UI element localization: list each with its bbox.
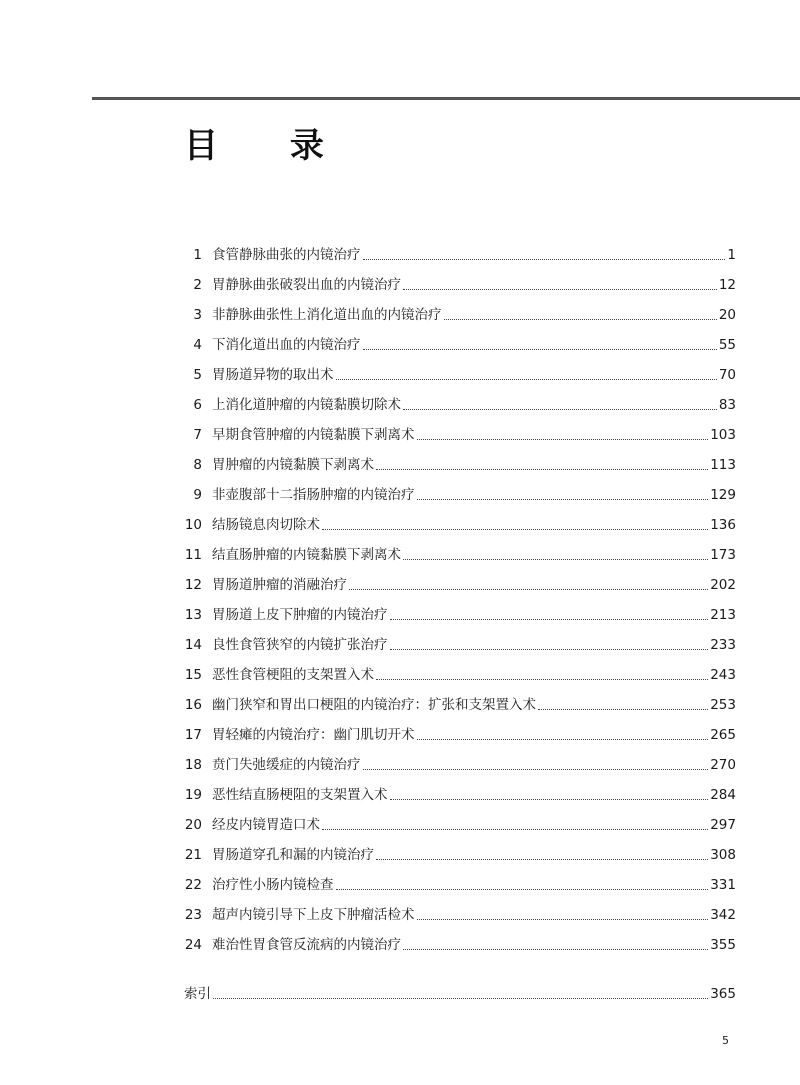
entry-number: 13 [184,607,202,623]
entry-page: 265 [710,727,736,743]
entry-title: 胃肠道上皮下肿瘤的内镜治疗 [212,607,388,623]
entry-title: 治疗性小肠内镜检查 [212,877,334,893]
entry-page: 331 [710,877,736,893]
entry-number: 20 [184,817,202,833]
leader-dots [403,949,708,950]
entry-number: 18 [184,757,202,773]
entry-title: 胃轻瘫的内镜治疗：幽门肌切开术 [212,727,415,743]
toc-entry[interactable] [180,570,736,600]
entry-title: 上消化道肿瘤的内镜黏膜切除术 [212,397,401,413]
entry-page: 173 [710,547,736,563]
leader-dots [417,439,709,440]
entry-page: 253 [710,697,736,713]
toc-entry[interactable] [180,660,736,690]
entry-title: 难治性胃食管反流病的内镜治疗 [212,937,401,953]
leader-dots [363,349,717,350]
entry-number: 14 [184,637,202,653]
leader-dots [417,919,709,920]
entry-title: 胃肠道肿瘤的消融治疗 [212,577,347,593]
toc-entry[interactable] [180,720,736,750]
entry-page: 83 [718,397,736,413]
entry-page: 12 [718,277,736,293]
entry-number: 15 [184,667,202,683]
leader-dots [403,559,708,560]
leader-dots [390,619,709,620]
entry-title: 非壶腹部十二指肠肿瘤的内镜治疗 [212,487,415,503]
entry-title: 恶性结直肠梗阻的支架置入术 [212,787,388,803]
leader-dots [322,529,708,530]
leader-dots [336,889,709,890]
toc-entry[interactable] [180,900,736,930]
entry-title: 下消化道出血的内镜治疗 [212,337,361,353]
entry-page: 284 [710,787,736,803]
toc-entry[interactable] [180,270,736,300]
leader-dots [322,829,708,830]
leader-dots [376,469,708,470]
entry-number: 3 [193,307,202,323]
table-of-contents [180,240,736,960]
entry-page: 270 [710,757,736,773]
entry-title: 非静脉曲张性上消化道出血的内镜治疗 [212,307,442,323]
entry-number: 12 [184,577,202,593]
entry-page: 202 [710,577,736,593]
entry-page: 70 [718,367,736,383]
entry-page: 213 [710,607,736,623]
entry-page: 233 [710,637,736,653]
entry-title: 胃肠道异物的取出术 [212,367,334,383]
leader-dots [376,859,708,860]
entry-number: 9 [193,487,202,503]
entry-number: 23 [184,907,202,923]
entry-title: 超声内镜引导下上皮下肿瘤活检术 [212,907,415,923]
leader-dots [336,379,717,380]
entry-page: 297 [710,817,736,833]
leader-dots [538,709,708,710]
entry-number: 8 [193,457,202,473]
entry-title: 结肠镜息肉切除术 [212,517,320,533]
leader-dots [349,589,708,590]
entry-number: 21 [184,847,202,863]
toc-entry[interactable] [180,300,736,330]
entry-number: 2 [193,277,202,293]
page-title: 目 录 [184,126,354,166]
entry-number: 7 [193,427,202,443]
entry-page: 20 [718,307,736,323]
entry-title: 结直肠肿瘤的内镜黏膜下剥离术 [212,547,401,563]
entry-number: 17 [184,727,202,743]
index-title: 索引 [184,986,211,1002]
entry-number: 11 [184,547,202,563]
entry-page: 55 [718,337,736,353]
entry-title: 经皮内镜胃造口术 [212,817,320,833]
entry-title: 胃肿瘤的内镜黏膜下剥离术 [212,457,374,473]
toc-entry[interactable] [180,780,736,810]
leader-dots [417,499,709,500]
leader-dots [213,998,708,999]
entry-number: 6 [193,397,202,413]
leader-dots [403,289,717,290]
entry-page: 308 [710,847,736,863]
entry-number: 16 [184,697,202,713]
entry-number: 22 [184,877,202,893]
toc-entry[interactable] [180,750,736,780]
toc-entry[interactable] [180,390,736,420]
toc-entry[interactable] [180,930,736,960]
toc-entry[interactable] [180,360,736,390]
entry-number: 5 [193,367,202,383]
index-page: 365 [710,986,736,1002]
toc-entry[interactable] [180,420,736,450]
entry-title: 胃肠道穿孔和漏的内镜治疗 [212,847,374,863]
toc-entry[interactable] [180,240,736,270]
toc-entry[interactable] [180,600,736,630]
entry-page: 136 [710,517,736,533]
entry-title: 食管静脉曲张的内镜治疗 [212,247,361,263]
leader-dots [390,799,709,800]
entry-page: 243 [710,667,736,683]
leader-dots [363,769,709,770]
toc-entry[interactable] [180,480,736,510]
entry-page: 342 [710,907,736,923]
entry-number: 10 [184,517,202,533]
entry-title: 胃静脉曲张破裂出血的内镜治疗 [212,277,401,293]
toc-entry[interactable] [180,870,736,900]
entry-page: 103 [710,427,736,443]
leader-dots [363,259,726,260]
leader-dots [390,649,709,650]
entry-page: 355 [710,937,736,953]
leader-dots [417,739,709,740]
top-rule [92,97,800,100]
toc-entry[interactable] [180,330,736,360]
entry-number: 19 [184,787,202,803]
toc-entry[interactable] [180,810,736,840]
leader-dots [444,319,717,320]
leader-dots [376,679,708,680]
entry-title: 良性食管狭窄的内镜扩张治疗 [212,637,388,653]
toc-entry[interactable] [180,690,736,720]
entry-title: 早期食管肿瘤的内镜黏膜下剥离术 [212,427,415,443]
entry-title: 幽门狭窄和胃出口梗阻的内镜治疗：扩张和支架置入术 [212,697,536,713]
entry-page: 1 [727,247,736,263]
toc-entry[interactable] [180,540,736,570]
entry-number: 4 [193,337,202,353]
entry-page: 113 [710,457,736,473]
toc-entry[interactable] [180,510,736,540]
toc-index-entry[interactable] [184,979,736,1009]
toc-entry[interactable] [180,450,736,480]
toc-entry[interactable] [180,630,736,660]
page-number: 5 [722,1034,729,1047]
entry-number: 24 [184,937,202,953]
entry-page: 129 [710,487,736,503]
leader-dots [403,409,717,410]
toc-entry[interactable] [180,840,736,870]
entry-title: 恶性食管梗阻的支架置入术 [212,667,374,683]
entry-title: 贲门失弛缓症的内镜治疗 [212,757,361,773]
entry-number: 1 [193,247,202,263]
